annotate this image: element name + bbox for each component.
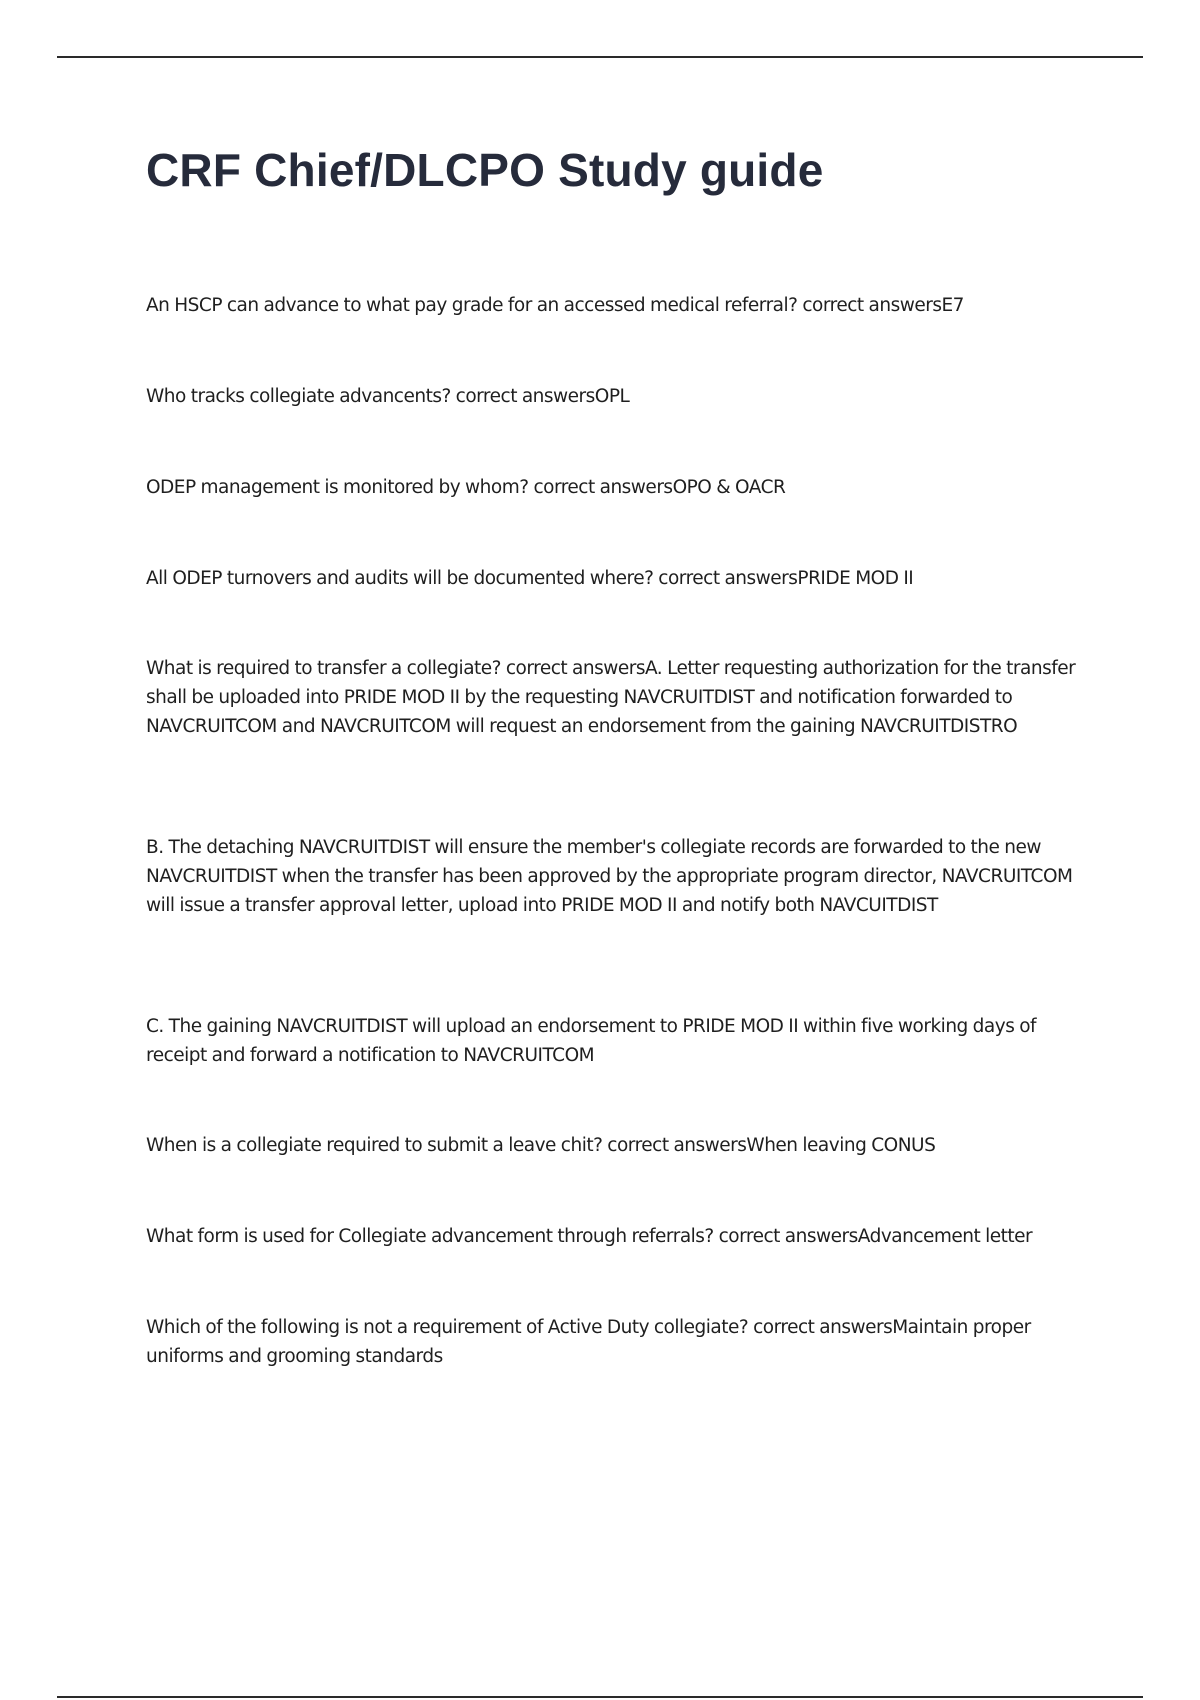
page-title: CRF Chief/DLCPO Study guide (146, 144, 824, 196)
qa-paragraph-4: All ODEP turnovers and audits will be documented where? correct answersPRIDE MOD II (146, 568, 914, 589)
bottom-rule (57, 1696, 1143, 1698)
qa-paragraph-3: ODEP management is monitored by whom? correct answersOPO & OACR (146, 477, 786, 498)
qa-paragraph-10: Which of the following is not a requirement of Active Duty collegiate? correct answersMaintain proper uniforms and grooming standards (146, 1317, 1031, 1367)
qa-paragraph-6: B. The detaching NAVCRUITDIST will ensure the member's collegiate records are forwarded to the new NAVCRUITDIST when the transfer has been approved by the appropriate program director, NAVCRUITCOM will issue a transfer approval letter, upload into PRIDE MOD II and notify both NAVCUITDIST (146, 837, 1073, 916)
qa-paragraph-2: Who tracks collegiate advancents? correct answersOPL (146, 386, 630, 407)
qa-paragraph-8: When is a collegiate required to submit a leave chit? correct answersWhen leaving CONUS (146, 1135, 936, 1156)
qa-paragraph-5: What is required to transfer a collegiate? correct answersA. Letter requesting authorization for the transfer shall be uploaded into PRIDE MOD II by the requesting NAVCRUITDIST and notification forwarded to NAVCRUITCOM and NAVCRUITCOM will request an endorsement from the gaining NAVCRUITDISTRO (146, 658, 1076, 737)
qa-paragraph-7: C. The gaining NAVCRUITDIST will upload an endorsement to PRIDE MOD II within five working days of receipt and forward a notification to NAVCRUITCOM (146, 1016, 1037, 1066)
qa-paragraph-1: An HSCP can advance to what pay grade for an accessed medical referral? correct answersE7 (146, 295, 964, 316)
qa-paragraph-9: What form is used for Collegiate advancement through referrals? correct answersAdvancement letter (146, 1226, 1033, 1247)
top-rule (57, 56, 1143, 58)
